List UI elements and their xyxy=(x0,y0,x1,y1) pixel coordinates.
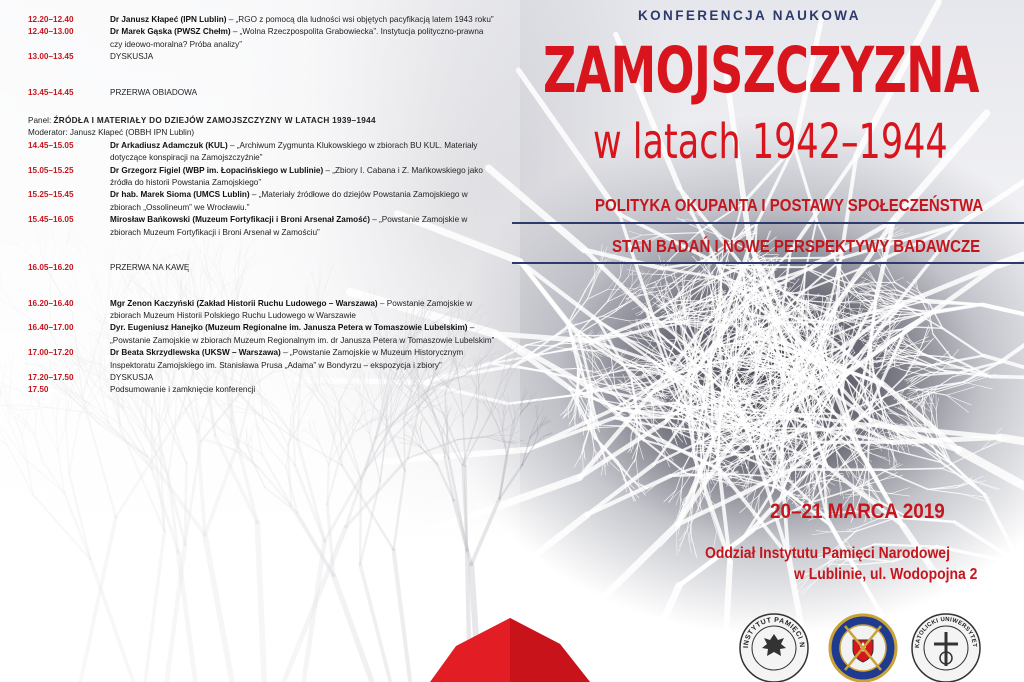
programme-entry xyxy=(110,347,496,372)
talk-title: – „Powstanie Zamojskie w zbiorach Muzeum Fortyfikacji i Broni Arsenał w Zamościu” xyxy=(110,215,468,237)
talk-title: – „Powstanie Zamojskie w zbiorach Muzeum Regionalnym im. dr Janusza Petera w Tomaszowie Lubelskim” xyxy=(110,323,495,345)
programme-time: 14.45–15.05 xyxy=(28,140,74,150)
ipn-seal-logo xyxy=(738,612,810,682)
talk-title: – „Wolna Rzeczpospolita Grabowiecka”. Instytucja polityczno-prawna czy ideowo-moralna? Próba analizy” xyxy=(110,27,484,49)
talk-title: – „Archiwum Zygmunta Klukowskiego w zbiorach BU KUL. Materiały dotyczące konspiracji na Zamojszczyźnie” xyxy=(110,140,478,163)
programme-time: 13.45–14.45 xyxy=(28,87,74,97)
event-venue-line-2: w Lublinie, ul. Wodopojna 2 xyxy=(794,566,978,583)
tagline-policy: POLITYKA OKUPANTA I POSTAWY SPOŁECZEŃSTWA xyxy=(595,195,984,215)
panel-heading xyxy=(28,115,496,127)
programme-entry xyxy=(110,14,496,26)
talk-title: – „Zbiory I. Cabana i Z. Mańkowskiego jako źródła do historii Powstania Zamojskiego” xyxy=(110,165,483,188)
programme-session-label: PRZERWA OBIADOWA xyxy=(110,87,198,97)
speaker-name: Dr Beata Skrzydlewska (UKSW – Warszawa) xyxy=(110,348,281,358)
programme-time: 15.45–16.05 xyxy=(28,215,74,225)
programme-row xyxy=(28,165,496,190)
programme-entry xyxy=(110,214,496,239)
speaker-name: Mgr Zenon Kaczyński (Zakład Historii Ruchu Ludowego – Warszawa) xyxy=(110,298,378,308)
programme-session-label: DYSKUSJA xyxy=(110,372,154,382)
programme-row xyxy=(28,87,496,99)
programme-entry xyxy=(110,322,496,347)
programme-session-label: Podsumowanie i zamknięcie konferencji xyxy=(110,385,256,395)
programme-row xyxy=(28,298,496,323)
poster-subtitle: w latach 1942–1944 xyxy=(593,114,948,170)
talk-title: – „Powstanie Zamojskie w Muzeum Historycznym Inspektoratu Zamojskiego im. Stanisława Prusa „Adama” w Bondyrzu – ekspozycja i zbiory” xyxy=(110,348,464,370)
programme-time: 15.25–15.45 xyxy=(28,190,74,200)
speaker-name: Mirosław Bańkowski (Muzeum Fortyfikacji i Broni Arsenał Zamość) xyxy=(110,215,370,225)
panel-moderator: Moderator: Janusz Kłapeć (OBBH IPN Lublin) xyxy=(28,128,195,138)
programme-row xyxy=(28,347,496,372)
talk-title: – Powstanie Zamojskie w zbiorach Muzeum Historii Polskiego Ruchu Ludowego w Warszawie xyxy=(110,298,473,320)
programme-entry xyxy=(110,298,496,323)
programme-row xyxy=(28,384,496,396)
programme-row xyxy=(28,262,496,274)
programme-time: 17.00–17.20 xyxy=(28,348,74,358)
event-venue-line-1: Oddział Instytutu Pamięci Narodowej xyxy=(705,545,950,562)
speaker-name: Dr Arkadiusz Adamczuk (KUL) xyxy=(110,140,228,150)
programme-time: 17.50 xyxy=(28,385,49,395)
speaker-name: Dr hab. Marek Sioma (UMCS Lublin) xyxy=(110,190,250,200)
programme-row xyxy=(28,14,496,26)
speaker-name: Dr Grzegorz Figiel (WBP im. Łopacińskiego w Lublinie) xyxy=(110,165,324,175)
programme-time: 16.20–16.40 xyxy=(28,298,74,308)
programme-time: 16.05–16.20 xyxy=(28,263,74,273)
divider-line xyxy=(512,222,1024,224)
programme-row xyxy=(28,189,496,214)
programme-time: 15.05–15.25 xyxy=(28,165,74,175)
conference-programme xyxy=(28,14,496,397)
red-pennant-shape xyxy=(430,600,590,682)
kul-seal-logo xyxy=(910,612,982,682)
programme-row xyxy=(28,322,496,347)
poster-title: ZAMOJSZCZYZNA xyxy=(543,34,979,107)
programme-time: 12.40–13.00 xyxy=(28,27,74,37)
programme-entry xyxy=(110,165,496,190)
panel-prefix: Panel: xyxy=(28,116,54,126)
programme-time: 13.00–13.45 xyxy=(28,52,74,62)
tagline-research: STAN BADAŃ I NOWE PERSPEKTYWY BADAWCZE xyxy=(612,236,981,256)
programme-row xyxy=(28,26,496,51)
programme-session-label: PRZERWA NA KAWĘ xyxy=(110,263,190,273)
conference-kicker: KONFERENCJA NAUKOWA xyxy=(638,8,861,23)
programme-time: 17.20–17.50 xyxy=(28,372,74,382)
programme-row xyxy=(28,140,496,165)
speaker-name: Dr Janusz Kłapeć (IPN Lublin) xyxy=(110,15,227,24)
speaker-name: Dr Marek Gąska (PWSZ Chełm) xyxy=(110,27,231,37)
programme-session-label: DYSKUSJA xyxy=(110,52,154,62)
talk-title: – „RGO z pomocą dla ludności wsi objętych pacyfikacją latem 1943 roku” xyxy=(226,15,494,24)
divider-line xyxy=(512,262,1024,264)
programme-row xyxy=(28,372,496,384)
programme-entry xyxy=(110,189,496,214)
event-dates: 20–21 MARCA 2019 xyxy=(770,500,945,523)
programme-entry xyxy=(110,140,496,165)
programme-row xyxy=(28,51,496,63)
programme-row xyxy=(28,214,496,239)
speaker-name: Dyr. Eugeniusz Hanejko (Muzeum Regionalne im. Janusza Petera w Tomaszowie Lubelskim) xyxy=(110,323,468,333)
panel-title: ŹRÓDŁA I MATERIAŁY DO DZIEJÓW ZAMOJSZCZYZNY W LATACH 1939–1944 xyxy=(53,116,376,126)
programme-time: 12.20–12.40 xyxy=(28,15,74,24)
panel-moderator-row xyxy=(28,127,496,139)
programme-time: 16.40–17.00 xyxy=(28,323,74,333)
programme-entry xyxy=(110,26,496,51)
museum-badge-logo xyxy=(827,612,899,682)
talk-title: – „Materiały źródłowe do dziejów Powstania Zamojskiego w zbiorach „Ossolineum” we Wrocławiu.” xyxy=(110,190,468,212)
